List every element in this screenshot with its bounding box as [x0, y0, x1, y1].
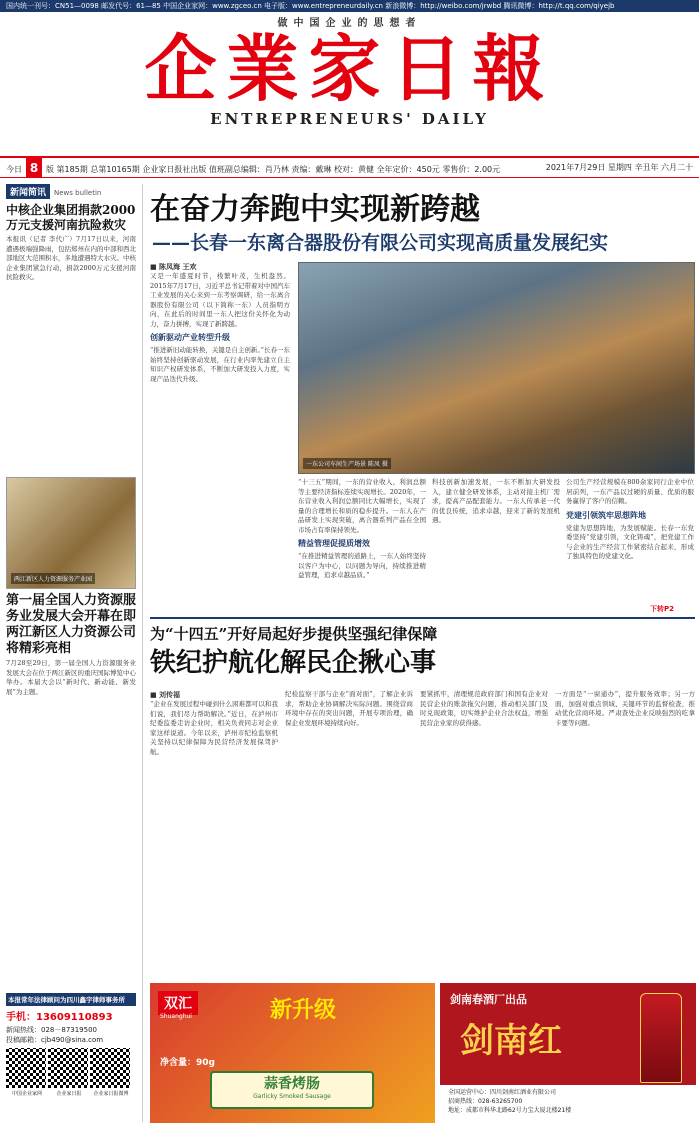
- ad2-line1: 全国运营中心：四川剑南红酒业有限公司: [448, 1089, 557, 1096]
- main-col-3: [432, 478, 560, 613]
- sec2-col1-text: “企业在发展过程中碰到什么困难都可以和我们说，我们尽力帮助解决。”近日，在泸州市纪委监委走访企业时，相关负责同志对企业家这样说道。今年以来，泸州市纪检监察机关坚持以纪律保障为民营经济发展保驾护航。: [150, 700, 278, 756]
- ad2-company: 剑南春酒厂出品: [450, 993, 527, 1006]
- left-story2-title[interactable]: 第一届全国人力资源服务业发展大会开幕在即 两江新区人力资源公司将精彩亮相: [6, 593, 137, 656]
- page-number: 8: [26, 158, 42, 178]
- left-photo-caption: 两江新区人力资源服务产业园: [11, 573, 95, 584]
- main-col4-text: 公司生产经营规模在800余家同行企业中位居前列，一东产品以过硬的质量、优质的服务赢得了客户的信赖。: [566, 478, 694, 505]
- top-info-bar: 国内统一刊号：CN51—0098 邮发代号：61—85 中国企业家网：www.zgceo.cn 电子版：www.entrepreneurdaily.cn 新浪微博：http://weibo.com/jrwbd 腾讯微博：http://t.qq.com/qiyejb: [0, 0, 699, 12]
- issue-details: 版 第185期 总第10165期 企业家日报社出版 值班副总编辑：肖乃林 责编：戴琳 校对：黄健 全年定价：450元 零售价：2.00元: [46, 165, 501, 174]
- news-bulletin-label: 新闻简讯: [6, 184, 50, 199]
- continue-link[interactable]: 下转P2: [650, 605, 675, 613]
- ad2-contact: [440, 1085, 696, 1123]
- ad1-weight: 净含量：90g: [160, 1058, 215, 1068]
- main-col-4: [566, 478, 694, 613]
- ad1-brand-en: Shuanghui: [160, 1013, 192, 1020]
- sec2-col-1: [150, 690, 278, 975]
- qr-label: 中国企业家网: [11, 1091, 42, 1097]
- qr-label: 企业家日报: [56, 1091, 82, 1097]
- ad2-line2: 招商热线：028-63265700: [448, 1098, 523, 1105]
- main-col3-text: 科技创新加速发展，一东不断加大研发投入，建立健全研发体系，主动对接主机厂需求，提高产品配套能力。一东人传承老一代的优良传统，追求卓越，迎来了新的发展机遇。: [432, 478, 560, 524]
- main-byline: ■ 陈凤海 王欢: [150, 263, 197, 271]
- ad1-brand: 双汇: [158, 991, 198, 1015]
- ad2-line3: 地址：成都市科华北路62号力宝大厦北楼21楼: [448, 1107, 572, 1114]
- sec2-col-4: [555, 690, 695, 975]
- wine-bottle-icon: [640, 993, 682, 1083]
- left-story2-body: 7月28至29日，第一届全国人力资源服务业发展大会在位于两江新区的重庆国际博览中心举办。本届大会以“新时代、新动能、新发展”为主题。: [6, 659, 136, 696]
- qr-code-icon[interactable]: [90, 1048, 130, 1088]
- main-col2b-text: “在推进精益管理的道路上，一东人始终坚持以客户为中心，以问题为导向，持续推进精益管理，追求卓越品质。”: [298, 552, 426, 579]
- main-col4b-text: 党建为思想阵地，为发展赋能。长春一东党委坚持“党建引领，文化铸魂”，把党建工作与企业的生产经营工作紧密结合起来，形成了独具特色的党建文化。: [566, 523, 694, 560]
- main-photo-caption: 一东公司车间生产场景 陈凤 摄: [303, 458, 391, 469]
- shuanghui-ad[interactable]: [150, 983, 435, 1123]
- jiannanhong-ad[interactable]: [440, 983, 696, 1123]
- main-subheadline: ——长春一东离合器股份有限公司实现高质量发展纪实: [152, 232, 609, 254]
- main-col-1: [150, 262, 290, 612]
- masthead-logo: 企業家日報: [144, 26, 555, 111]
- left-story1-title[interactable]: 中核企业集团捐款2000万元支援河南抗险救灾: [6, 203, 136, 232]
- sec2-col2-text: 纪检监察干部与企业“面对面”，了解企业诉求，帮助企业协调解决实际问题。围绕营商环境中存在的突出问题，开展专项治理，确保企业发展环境持续向好。: [285, 690, 413, 727]
- left-column: [6, 184, 136, 1064]
- hotline-box: [6, 993, 136, 1097]
- qr-code-icon[interactable]: [6, 1048, 46, 1088]
- sec2-col-3: [420, 690, 548, 975]
- slogan: 做中国企业的思想者: [277, 18, 422, 29]
- hotline-phone: 手机：13609110893: [6, 1012, 113, 1023]
- section-rule: [150, 617, 695, 619]
- today-label: 今日: [6, 165, 22, 174]
- sec2-col4-text: 一方面是“一窗通办”，提升服务效率；另一方面，加强对重点领域、关键环节的监督检查，推动优化营商环境。严肃查处企业反映强烈的吃拿卡要等问题。: [555, 690, 695, 727]
- main-col-2: [298, 478, 426, 613]
- ad2-brand: 剑南红: [460, 1021, 562, 1061]
- main-subhead-2: 精益管理促提质增效: [298, 538, 370, 548]
- sec2-col-2: [285, 690, 413, 975]
- news-bulletin-en: News bulletin: [54, 189, 102, 197]
- qr-code-row: [6, 1048, 136, 1097]
- ad1-product: 蒜香烤肠: [264, 1076, 320, 1092]
- masthead-english: ENTREPRENEURS' DAILY: [210, 110, 489, 128]
- main-subhead-3: 党建引领筑牢思想阵地: [566, 509, 646, 520]
- submission-email: 投稿邮箱：cjb490@sina.com: [6, 1036, 104, 1044]
- sec2-byline: ■ 刘传福: [150, 691, 181, 699]
- ad1-product-en: Garlicky Smoked Sausage: [253, 1093, 331, 1100]
- qr-label: 企业家日报微博: [93, 1091, 129, 1097]
- legal-advisor: 本报常年法律顾问为四川鑫宇律师事务所: [6, 993, 136, 1006]
- column-divider: [142, 184, 143, 1122]
- sec2-col3-text: 要紧抓牢，清理规范政府部门和国有企业对民营企业的账款拖欠问题，推动相关部门及时兑现政策，切实维护企业合法权益，增强民营企业家的获得感。: [420, 690, 548, 727]
- ad1-product-box: [210, 1071, 374, 1109]
- main-subhead-1: 创新驱动产业转型升级: [150, 332, 230, 342]
- section2-subheadline: 为“十四五”开好局起好步提供坚强纪律保障: [150, 625, 438, 643]
- section2-headline[interactable]: 铁纪护航化解民企揪心事: [150, 648, 437, 678]
- qr-code-icon[interactable]: [48, 1048, 88, 1088]
- main-photo: [298, 262, 695, 474]
- issue-info-bar: [0, 156, 699, 178]
- main-col1b-text: “推进新旧动能转换，关键是自主创新。”长春一东始终坚持创新驱动发展，在行业内率先建立自主知识产权研发体系，不断加大研发投入力度，实现产品迭代升级。: [150, 346, 290, 383]
- left-story-photo: [6, 477, 136, 589]
- left-story1-body: 本报讯（记者 李代广）7月17日以来，河南遭遇极端强降雨，包括郑州在内的中部和西北部地区大范围积水，多地遭遇特大水灾。中核企业集团紧急行动，捐款2000万元支援河南抗险救灾。: [6, 235, 136, 281]
- issue-date: 2021年7月29日 星期四 辛丑年 六月二十: [545, 163, 693, 172]
- main-col1-text: 又是一年盛夏时节，栈繁叶茂，生机盎然。2015年7月17日，习近平总书记带着对中国汽车工业发展的关心来到一东考察调研，给一东离合器股份有限公司（以下简称一东）人员指明方向，在此后的时间里一东人把这份关怀化为动力，奋力拼搏，实现了新跨越。: [150, 272, 290, 328]
- main-headline[interactable]: 在奋力奔跑中实现新跨越: [150, 192, 480, 227]
- ad1-new-upgrade: 新升级: [270, 997, 337, 1023]
- news-hotline: 新闻热线：028－87319500: [6, 1026, 97, 1034]
- main-col2-text: “十三五”期间，一东的营业收入、利润总额等主要经济指标连续实现增长。2020年，一东营业收入利润总额同比大幅增长，实现了量的合理增长和质的稳步提升。一东人在产品研发上实现突破，离合器系列产品在全国市场占有率保持领先。: [298, 478, 426, 534]
